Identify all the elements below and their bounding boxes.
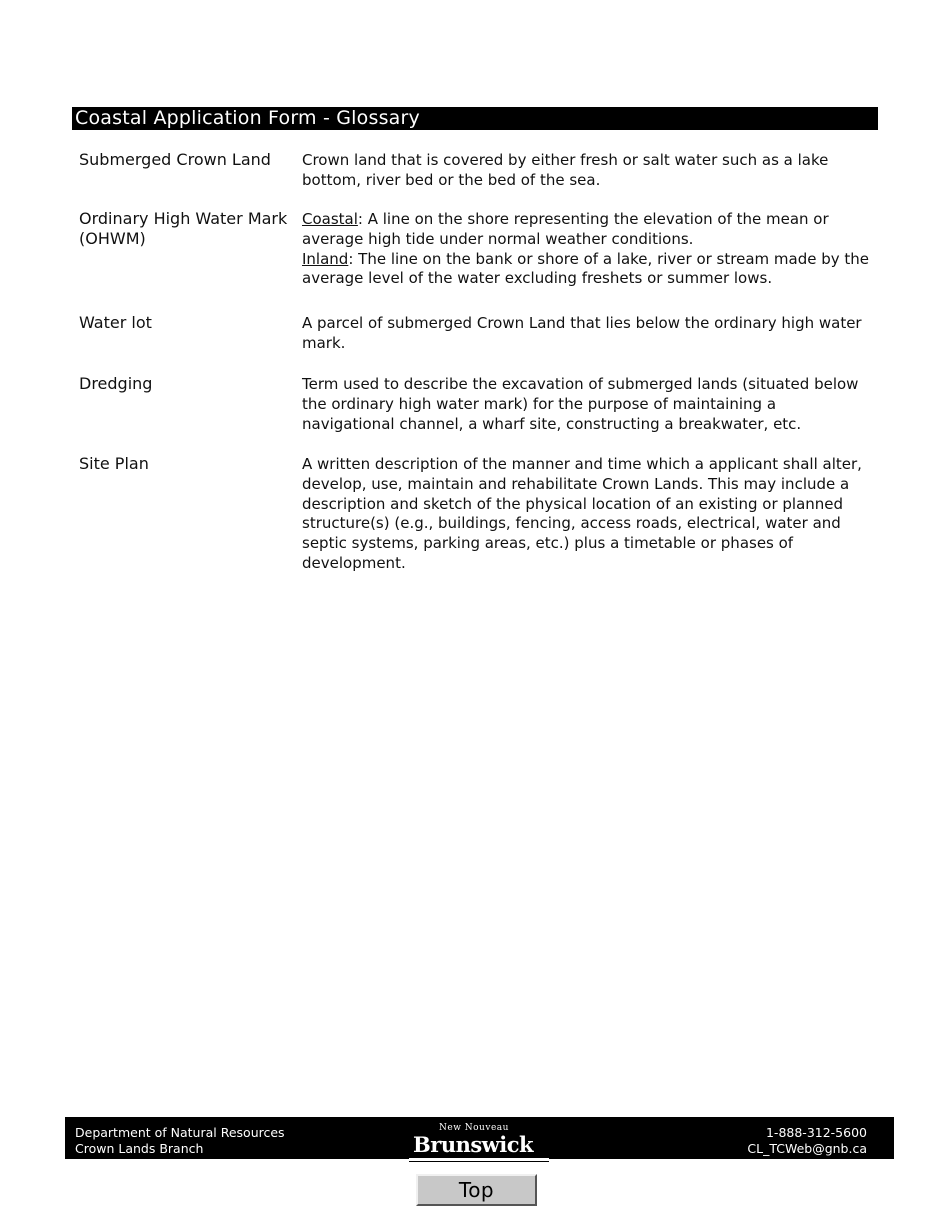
inland-definition: [302, 250, 872, 290]
glossary-definition: Crown land that is covered by either fresh or salt water such as a lake bottom, river bed or the bed of the sea.: [302, 151, 829, 189]
department-name: Department of Natural Resources: [75, 1125, 285, 1140]
coastal-label: Coastal: [302, 210, 358, 228]
contact-email: CL_TCWeb@gnb.ca: [747, 1141, 867, 1156]
branch-name: Crown Lands Branch: [75, 1141, 204, 1156]
glossary-term: Water lot: [79, 313, 152, 332]
glossary-definition: Term used to describe the excavation of submerged lands (situated below the ordinary high water mark) for the purpose of maintaining a navigational channel, a wharf site, constructing a breakwater, etc.: [302, 375, 859, 433]
logo-wordmark: Brunswick: [413, 1132, 534, 1157]
phone-number: 1-888-312-5600: [765, 1125, 867, 1140]
new-brunswick-logo: [409, 1117, 549, 1162]
inland-text: : The line on the bank or shore of a lake, river or stream made by the average level of the water excluding freshets or summer lows.: [302, 249, 869, 288]
glossary-term: Ordinary High Water Mark (OHWM): [79, 209, 288, 248]
logo-underline: [409, 1158, 549, 1161]
logo-tagline: New Nouveau: [439, 1123, 509, 1133]
glossary-term: Site Plan: [79, 454, 149, 473]
coastal-text: : A line on the shore representing the elevation of the mean or average high tide under normal weather conditions.: [302, 210, 829, 248]
glossary-definition: A written description of the manner and time which a applicant shall alter, develop, use, maintain and rehabilitate Crown Lands. This may include a description and sketch of the physical location of an existing or planned structure(s) (e.g., buildings, fencing, access roads, electrical, water and septic systems, parking areas, etc.) plus a timetable or phases of development.: [302, 455, 862, 572]
footer-department-info: [75, 1125, 285, 1157]
glossary-term: Submerged Crown Land: [79, 150, 271, 169]
glossary-definition: [302, 210, 872, 289]
coastal-definition: [302, 210, 872, 250]
top-button[interactable]: Top: [416, 1174, 537, 1206]
page-title: Coastal Application Form - Glossary: [72, 107, 878, 130]
footer-contact-info: [747, 1125, 867, 1157]
glossary-term: Dredging: [79, 374, 153, 393]
glossary-definition: A parcel of submerged Crown Land that lies below the ordinary high water mark.: [302, 314, 862, 352]
inland-label: Inland: [302, 249, 349, 268]
footer-bar: [65, 1117, 894, 1159]
